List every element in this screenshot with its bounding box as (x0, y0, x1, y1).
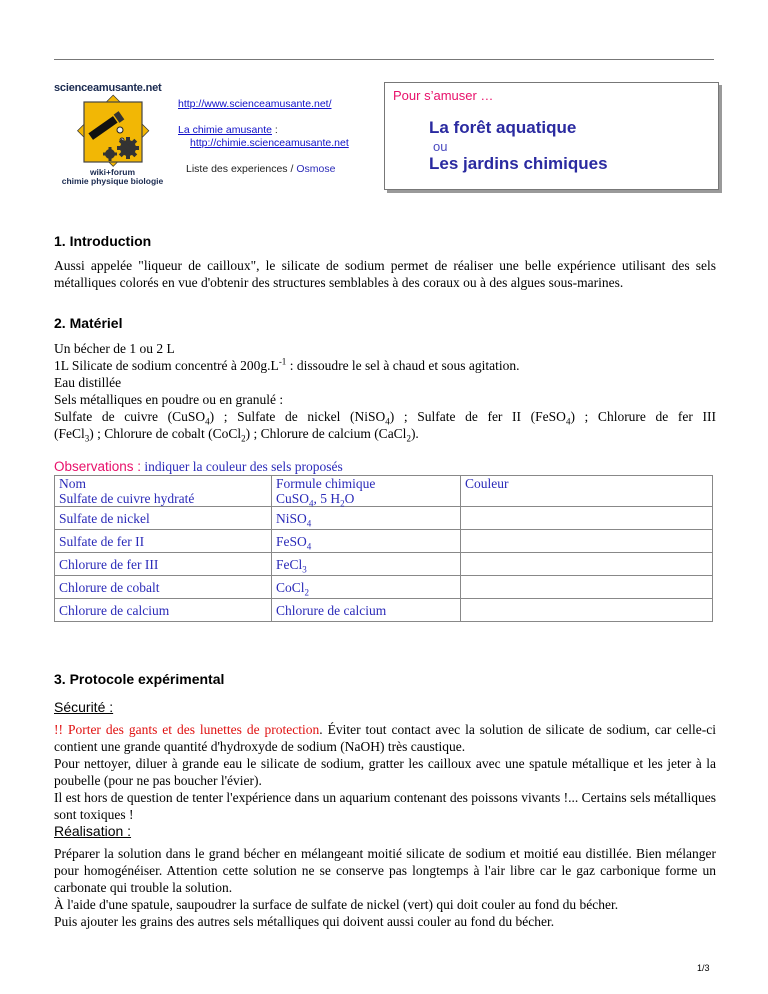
text-run: Sulfate de cuivre (CuSO (54, 409, 206, 424)
chimie-url-row (190, 137, 349, 149)
header-formule: Formule chimique (276, 476, 376, 491)
subscript: 4 (565, 416, 571, 427)
salts-list-line1 (54, 408, 716, 425)
table-cell-formule (272, 530, 461, 553)
subscript: 3 (84, 433, 90, 444)
materiel-line-becher: Un bécher de 1 ou 2 L (54, 341, 175, 356)
securite-p1 (54, 721, 716, 755)
logo-subtitle (54, 168, 171, 186)
text-run: NiSO (276, 510, 307, 526)
chimie-amusante-link[interactable]: La chimie amusante (178, 124, 272, 136)
experiences-row (186, 163, 335, 175)
table-cell-formule (272, 599, 461, 622)
row-formula (276, 491, 456, 509)
table-cell-couleur[interactable] (461, 599, 713, 622)
text-run: ) ; Sulfate de fer II (FeSO (389, 409, 566, 424)
text-run: ) ; Chlorure de cobalt (CoCl (89, 426, 242, 441)
observations-text: indiquer la couleur des sels proposés (141, 459, 343, 474)
table-cell-formule (272, 507, 461, 530)
amuse-label: Pour s’amuser … (393, 88, 494, 103)
subscript: 4 (306, 518, 312, 529)
text-run: O (344, 491, 355, 506)
text-run: , 5 H (313, 491, 341, 506)
title-ou: ou (433, 139, 448, 154)
table-row (55, 530, 713, 553)
materiel-heading: 2. Matériel (54, 315, 123, 331)
table-cell-nom (55, 476, 272, 507)
chimie-url-link[interactable]: http://chimie.scienceamusante.net (190, 137, 349, 149)
table-cell-couleur[interactable] (461, 553, 713, 576)
securite-p3: Il est hors de question de tenter l'expérience dans un aquarium contenant des poissons vivants !... Certains sels métalliques sont toxiques ! (54, 790, 716, 822)
top-divider (54, 59, 714, 60)
text-run: Chlorure de calcium (276, 602, 387, 618)
table-cell-formule (272, 553, 461, 576)
main-site-link[interactable]: http://www.scienceamusante.net/ (178, 98, 332, 110)
intro-text: Aussi appelée "liqueur de cailloux", le silicate de sodium permet de réaliser une belle expérience utilisant des sels métalliques colorés en vue d'obtenir des structures semblables à des coraux ou à des algues sous-marines. (54, 258, 716, 290)
text-run: ) ; Sulfate de nickel (NiSO (209, 409, 386, 424)
table-cell-nom: Sulfate de nickel (55, 507, 272, 530)
subscript: 4 (205, 416, 210, 427)
text-run: ) ; Chlorure de fer III (570, 409, 717, 424)
salts-table (54, 475, 713, 622)
table-row (55, 576, 713, 599)
logo-icon (64, 94, 162, 168)
securite-p2: Pour nettoyer, diluer à grande eau le silicate de sodium, gratter les cailloux avec une spatule métallique et les jeter à la poubelle (pour ne pas boucher l'évier). (54, 756, 716, 788)
text-run: CuSO (276, 491, 310, 506)
text-run: ) ; Chlorure de calcium (CaCl (245, 426, 407, 441)
table-header-row (55, 476, 713, 507)
intro-heading: 1. Introduction (54, 233, 152, 249)
subscript: 2 (241, 433, 246, 444)
site-logo[interactable] (54, 82, 171, 190)
table-cell-formule (272, 576, 461, 599)
salts-list-line2 (54, 425, 419, 442)
text-run: FeSO (276, 533, 307, 549)
table-cell-nom: Chlorure de calcium (55, 599, 272, 622)
logo-title: scienceamusante.net (54, 82, 162, 94)
observations-label: Observations : (54, 459, 142, 474)
text-run: FeCl (276, 556, 303, 572)
salts-table-body (55, 476, 713, 622)
silicate-text: 1L Silicate de sodium concentré à 200g.L (54, 358, 279, 373)
realisation-p1: Préparer la solution dans le grand bécher en mélangeant moitié silicate de sodium et moitié eau distillée. Bien mélanger pour homogénéiser. Attention cette solution ne se conserve pas longtemps à l'air libre car le gaz carbonique forme un carbonate qui trouble la solution. (54, 846, 716, 895)
table-cell-formule (272, 476, 461, 507)
realisation-heading: Réalisation : (54, 823, 132, 839)
materiel-line-silicate (54, 357, 520, 374)
subscript: 3 (302, 564, 307, 575)
table-row (55, 507, 713, 530)
materiel-line-sels: Sels métalliques en poudre ou en granulé : (54, 392, 284, 407)
securite-warning-rest: . Éviter tout contact avec la solution de silicate de sodium, car celle-ci contient une grande quantité d'hydroxyde de sodium (NaOH) très caustique. (54, 722, 716, 754)
securite-heading: Sécurité : (54, 699, 114, 715)
row-name: Sulfate de cuivre hydraté (59, 491, 195, 506)
page-number: 1/3 (697, 963, 710, 973)
header-link-row (178, 98, 332, 110)
header-couleur: Couleur (465, 476, 509, 491)
silicate-instruction: : dissoudre le sel à chaud et sous agitation. (286, 358, 520, 373)
table-cell-couleur[interactable] (461, 476, 713, 507)
logo-subtitle-line2: chimie physique biologie (61, 176, 164, 186)
subscript: 2 (304, 587, 310, 598)
title-jardins-chimiques: Les jardins chimiques (429, 154, 608, 173)
header-nom: Nom (59, 476, 86, 491)
chimie-link-row (178, 124, 278, 136)
logo-subtitle-line1: wiki+forum (89, 167, 136, 177)
subscript: 4 (309, 498, 314, 509)
table-cell-couleur[interactable] (461, 576, 713, 599)
chimie-sep: : (271, 124, 278, 136)
subscript: 4 (385, 416, 390, 427)
table-row (55, 553, 713, 576)
securite-warning: !! Porter des gants et des lunettes de protection (54, 722, 320, 737)
materiel-line-eau: Eau distillée (54, 375, 122, 390)
title-box (384, 82, 719, 190)
silicate-exponent: -1 (278, 356, 287, 367)
experiences-label: Liste des experiences / (186, 163, 297, 175)
text-run: CoCl (276, 579, 305, 595)
realisation-p2: À l'aide d'une spatule, saupoudrer la surface de sulfate de nickel (vert) qui doit couler au fond du bécher. (54, 897, 619, 912)
table-cell-nom: Sulfate de fer II (55, 530, 272, 553)
realisation-p3: Puis ajouter les grains des autres sels métalliques qui doivent aussi couler au fond du bécher. (54, 914, 555, 929)
title-foret-aquatique: La forêt aquatique (429, 118, 577, 137)
subscript: 2 (340, 498, 345, 509)
table-cell-couleur[interactable] (461, 507, 713, 530)
observations-line (54, 459, 343, 475)
table-row (55, 599, 713, 622)
table-cell-nom: Chlorure de fer III (55, 553, 272, 576)
protocole-heading: 3. Protocole expérimental (54, 671, 225, 687)
subscript: 2 (406, 433, 411, 444)
osmose-link[interactable]: Osmose (296, 163, 336, 175)
subscript: 4 (306, 541, 312, 552)
table-cell-nom: Chlorure de cobalt (55, 576, 272, 599)
table-cell-couleur[interactable] (461, 530, 713, 553)
text-run: ). (410, 426, 419, 441)
text-run: (FeCl (54, 426, 85, 441)
